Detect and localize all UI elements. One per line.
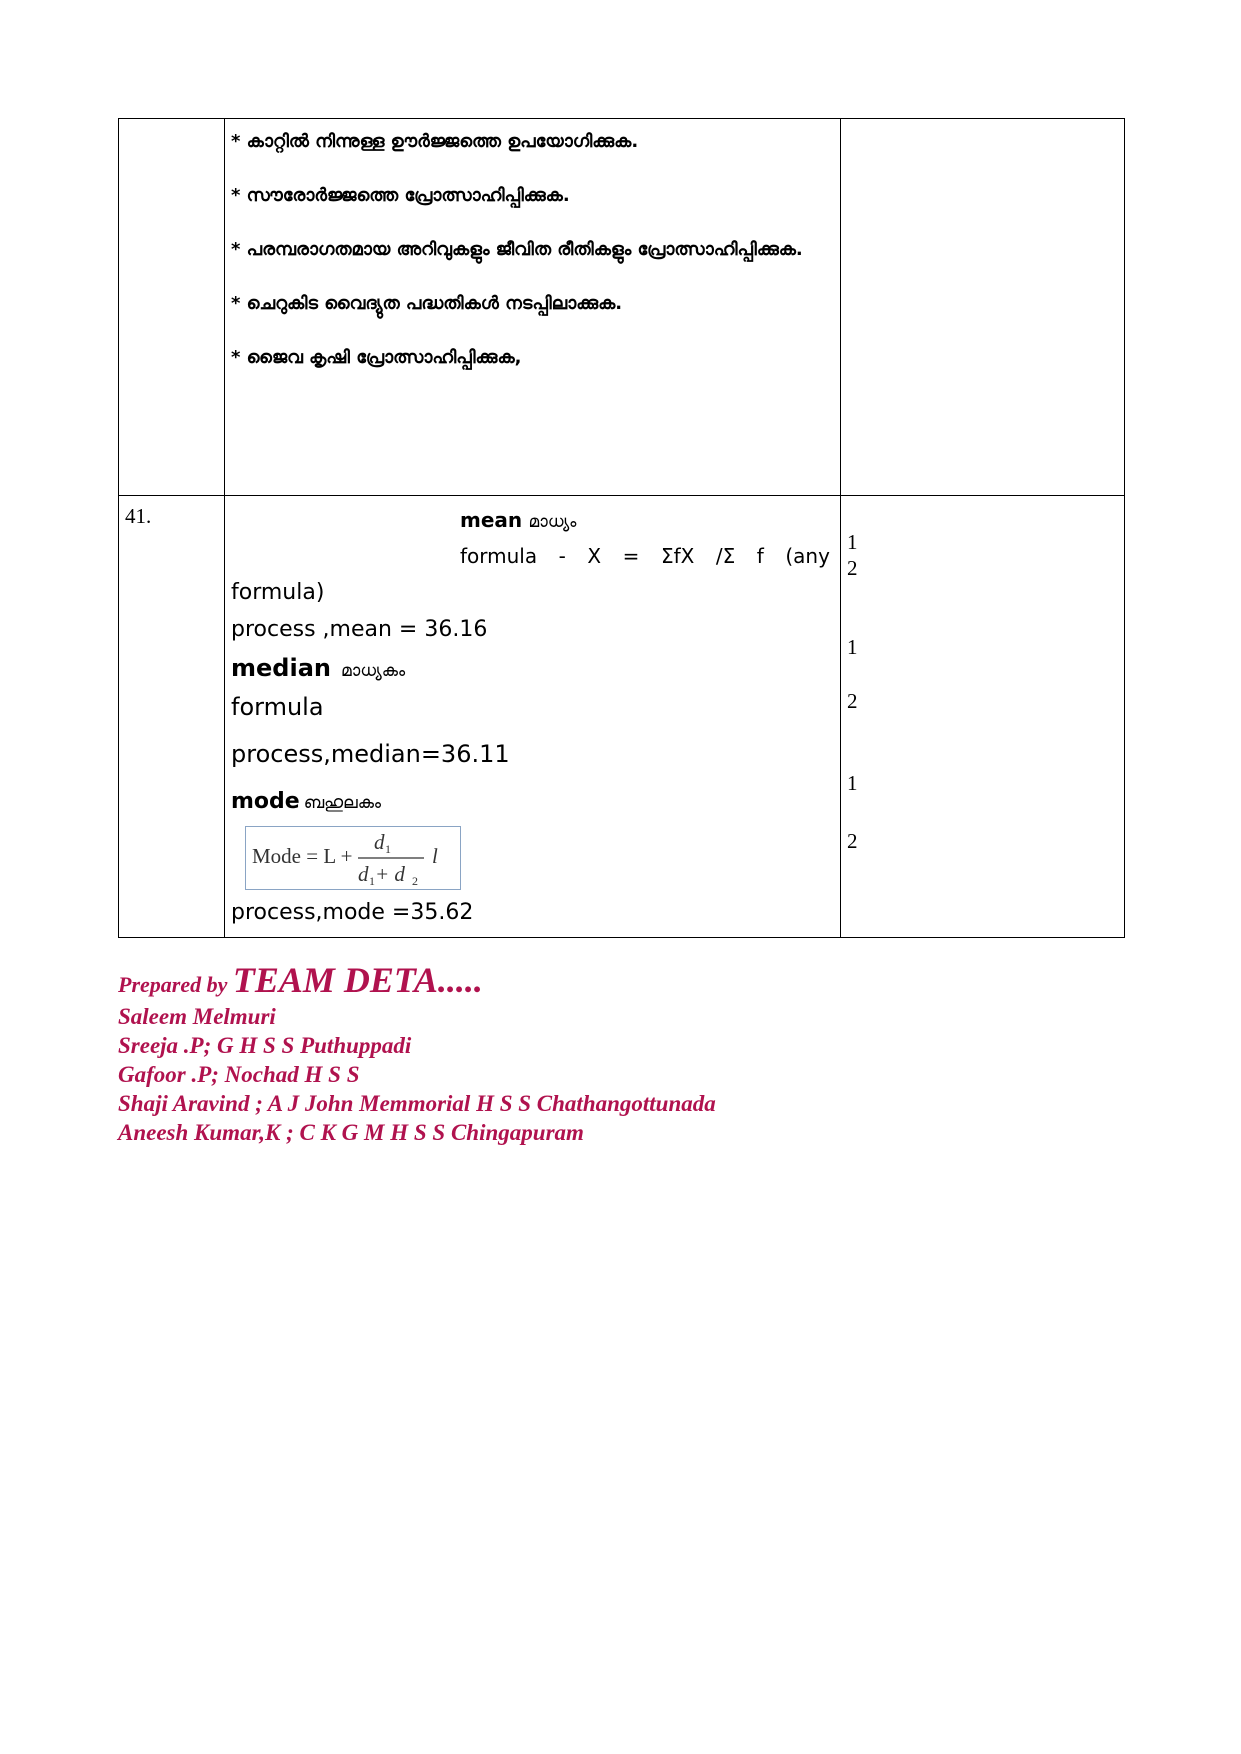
team-member: Aneesh Kumar,K ; C K G M H S S Chingapuram: [118, 1120, 584, 1145]
question-number: 41.: [125, 504, 152, 528]
marks-cell: [841, 119, 1125, 496]
mode-process: process,mode =35.62: [231, 900, 474, 925]
formula-word: (any: [785, 544, 830, 568]
team-member: Gafoor .P; Nochad H S S: [118, 1062, 360, 1087]
prepared-by-label: Prepared by: [118, 972, 228, 997]
formula-word: f: [756, 544, 764, 568]
mode-formula-denominator-sub2: 2: [412, 874, 418, 888]
mode-formula-denominator-rest: + d: [375, 862, 405, 886]
list-item: * പരമ്പരാഗതമായ അറിവുകളും ജീവിത രീതികളും പ്രോത്സാഹിപ്പിക്കുക.: [231, 239, 803, 260]
mean-label: mean: [460, 508, 523, 532]
mode-formula-denominator: d: [358, 862, 369, 886]
mode-formula-numerator-sub: 1: [385, 842, 391, 856]
mark-value: 2: [847, 829, 858, 853]
mean-formula-line: [460, 544, 830, 568]
median-process: process,median=36.11: [231, 740, 510, 768]
marks-cell: [841, 496, 1125, 938]
answer-key-table: [118, 118, 1125, 938]
answer-cell: [225, 119, 841, 496]
list-item: * ചെറുകിട വൈദ്യുത പദ്ധതികൾ നടപ്പിലാക്കുക.: [231, 293, 623, 314]
table-row: [119, 119, 1125, 496]
mean-formula-end: formula): [231, 580, 325, 605]
mode-formula-lhs: Mode = L +: [252, 844, 353, 868]
formula-word: -: [558, 544, 566, 568]
median-formula: formula: [231, 693, 324, 721]
prepared-by-line: [118, 960, 716, 1002]
mean-heading: [460, 508, 576, 532]
answer-cell: [225, 496, 841, 938]
mark-value: 1: [847, 771, 858, 795]
list-item: * സൗരോർജ്ജത്തെ പ്രോത്സാഹിപ്പിക്കുക.: [231, 185, 570, 206]
median-heading: [231, 654, 405, 682]
mark-value: 2: [847, 689, 858, 713]
question-number-cell: [119, 496, 225, 938]
mark-value: 1: [847, 530, 858, 554]
median-malayalam-label: മാധ്യകം: [340, 661, 406, 681]
mean-process: process ,mean = 36.16: [231, 617, 488, 642]
team-member: Sreeja .P; G H S S Puthuppadi: [118, 1033, 412, 1058]
formula-word: formula: [460, 544, 538, 568]
mark-value: 1: [847, 635, 858, 659]
mode-label: mode: [231, 789, 300, 814]
question-number-cell: [119, 119, 225, 496]
mode-formula-suffix: l: [432, 844, 438, 868]
mode-formula-numerator: d: [374, 830, 385, 854]
list-item: * ജൈവ കൃഷി പ്രോത്സാഹിപ്പിക്കുക,: [231, 347, 522, 368]
team-member: Shaji Aravind ; A J John Memmorial H S S Chathangottunada: [118, 1091, 716, 1116]
mean-malayalam-label: മാധ്യം: [528, 512, 577, 532]
mode-malayalam-label: ബഹുലകം: [303, 793, 382, 813]
mark-value: 2: [847, 556, 858, 580]
formula-word: =: [622, 544, 640, 568]
team-name: TEAM DETA.....: [232, 960, 483, 1000]
team-member: Saleem Melmuri: [118, 1004, 276, 1029]
mode-formula-denominator-sub1: 1: [369, 874, 375, 888]
credits-block: [118, 960, 716, 1147]
formula-word: /Σ: [715, 544, 736, 568]
list-item: * കാറ്റിൽ നിന്നുള്ള ഊർജ്ജത്തെ ഉപയോഗിക്കുക.: [231, 131, 639, 152]
formula-word: ΣfX: [660, 544, 695, 568]
formula-word: X: [587, 544, 602, 568]
bullet-list: [225, 119, 840, 371]
table-row: [119, 496, 1125, 938]
mode-formula-image: [245, 826, 461, 890]
median-label: median: [231, 654, 331, 682]
mode-heading: [231, 789, 381, 814]
